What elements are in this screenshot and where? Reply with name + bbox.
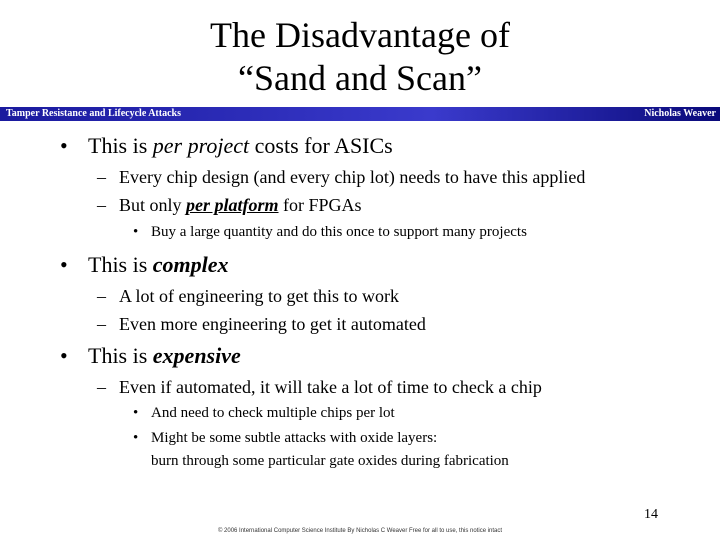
- bullet-3-subsub-2-line-1: Might be some subtle attacks with oxide layers:: [151, 430, 438, 446]
- bullet-marker: •: [60, 133, 68, 158]
- header-left-text: Tamper Resistance and Lifecycle Attacks: [6, 108, 181, 119]
- sub-bullet-marker: •: [133, 430, 139, 446]
- bullet-1-sub-1: Every chip design (and every chip lot) needs to have this applied: [119, 167, 586, 187]
- slide-title-line-2: “Sand and Scan”: [238, 58, 482, 98]
- sub-bullet-marker: •: [133, 405, 139, 421]
- bullet-3-subsub-2-line-2: burn through some particular gate oxides during fabrication: [151, 453, 509, 469]
- bullet-2: [88, 252, 229, 278]
- bullet-1-emphasis: per project: [152, 133, 250, 158]
- header-right-text: Nicholas Weaver: [644, 108, 716, 119]
- bullet-2-emphasis: complex: [152, 252, 229, 277]
- bullet-3-emphasis: expensive: [152, 343, 241, 368]
- bullet-3-sub-1: Even if automated, it will take a lot of time to check a chip: [119, 377, 542, 397]
- slide-title-line-1: The Disadvantage of: [210, 15, 510, 55]
- dash-marker: –: [97, 314, 106, 334]
- dash-marker: –: [97, 167, 106, 187]
- bullet-1-sub-2: [119, 194, 362, 216]
- bullet-1-sub-2-emphasis: per platform: [186, 195, 279, 215]
- bullet-1-subsub-1: Buy a large quantity and do this once to support many projects: [151, 224, 527, 240]
- bullet-1-sub-2-pre: But only: [119, 195, 187, 215]
- page-number: 14: [644, 507, 658, 522]
- bullet-1: [88, 133, 393, 159]
- bullet-1-pre: This is: [88, 133, 153, 158]
- bullet-1-sub-2-post: for FPGAs: [278, 195, 362, 215]
- bullet-marker: •: [60, 343, 68, 368]
- footer-copyright: © 2006 International Computer Science Institute By Nicholas C Weaver Free for all to use, this notice intact: [217, 528, 503, 534]
- dash-marker: –: [97, 195, 106, 215]
- bullet-3-pre: This is: [88, 343, 153, 368]
- bullet-3: [88, 343, 241, 369]
- sub-bullet-marker: •: [133, 224, 139, 240]
- dash-marker: –: [97, 286, 106, 306]
- bullet-2-sub-1: A lot of engineering to get this to work: [119, 286, 399, 306]
- bullet-2-pre: This is: [88, 252, 153, 277]
- dash-marker: –: [97, 377, 106, 397]
- bullet-2-sub-2: Even more engineering to get it automated: [119, 314, 426, 334]
- bullet-marker: •: [60, 252, 68, 277]
- bullet-3-subsub-1: And need to check multiple chips per lot: [151, 405, 395, 421]
- bullet-1-post: costs for ASICs: [249, 133, 393, 158]
